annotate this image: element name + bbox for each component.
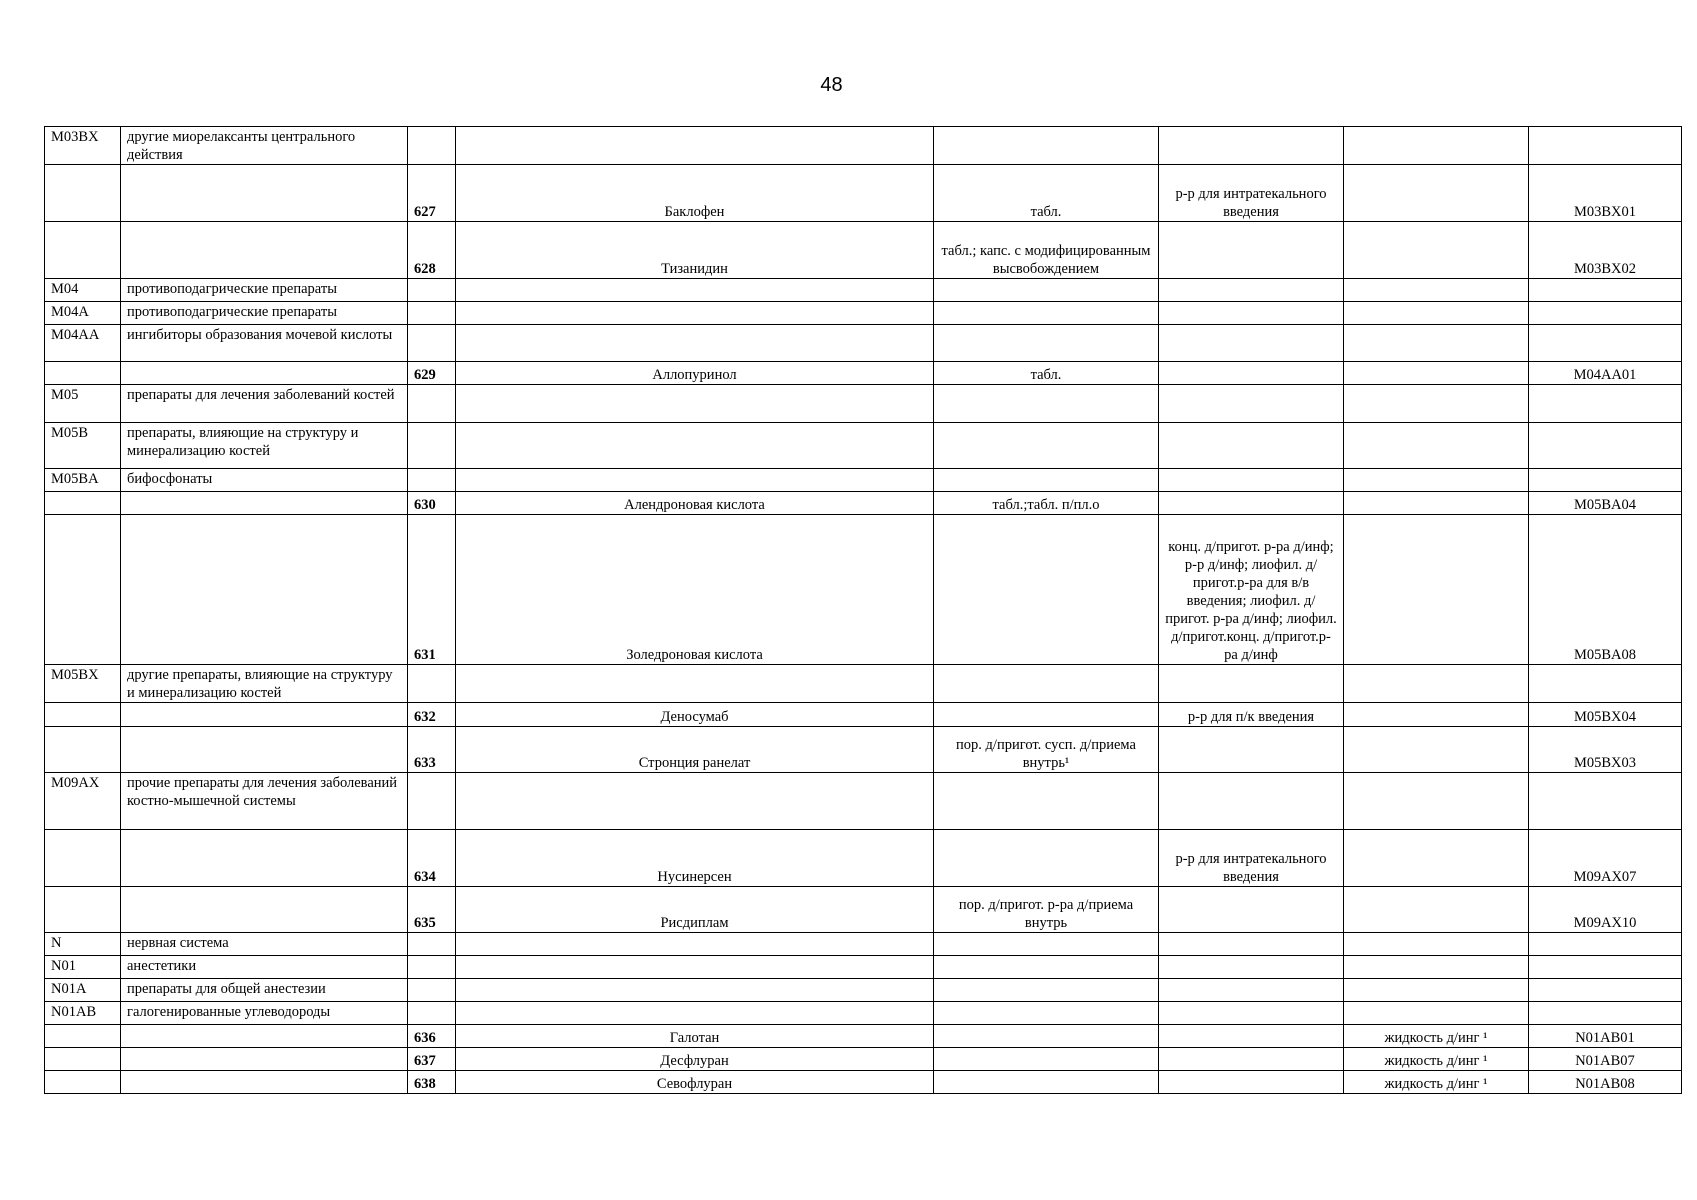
item-number-cell [408,423,456,469]
atc-cell: M05BX [45,665,121,703]
dosage-form-cell [934,1071,1159,1094]
item-number-cell: 631 [408,515,456,665]
atc-code-cell: N01AB07 [1529,1048,1682,1071]
dosage-form-cell [934,979,1159,1002]
table-row [45,127,1682,165]
atc-code-cell [1529,773,1682,830]
table-row [45,887,1682,933]
group-name-cell: другие миорелаксанты центрального действия [121,127,408,165]
dosage-form-cell [934,1002,1159,1025]
dosage-form-extra-cell [1344,665,1529,703]
dosage-form-alt-cell [1159,423,1344,469]
group-name-cell [121,830,408,887]
dosage-form-extra-cell [1344,362,1529,385]
group-name-cell: противоподагрические препараты [121,279,408,302]
item-number-cell [408,956,456,979]
table-row [45,325,1682,362]
item-number-cell: 638 [408,1071,456,1094]
atc-code-cell [1529,1002,1682,1025]
group-name-cell [121,1071,408,1094]
item-number-cell [408,665,456,703]
dosage-form-cell [934,302,1159,325]
atc-code-cell: N01AB01 [1529,1025,1682,1048]
dosage-form-extra-cell [1344,515,1529,665]
item-number-cell [408,979,456,1002]
table-row [45,1025,1682,1048]
item-number-cell [408,279,456,302]
drug-name-cell: Тизанидин [456,222,934,279]
dosage-form-alt-cell [1159,933,1344,956]
dosage-form-cell [934,279,1159,302]
drug-name-cell [456,127,934,165]
table-row [45,423,1682,469]
item-number-cell [408,127,456,165]
table-row [45,362,1682,385]
dosage-form-extra-cell [1344,1002,1529,1025]
atc-code-cell: M05BX03 [1529,727,1682,773]
drug-name-cell [456,279,934,302]
table-row [45,933,1682,956]
dosage-form-extra-cell [1344,492,1529,515]
table-row [45,727,1682,773]
dosage-form-extra-cell [1344,979,1529,1002]
dosage-form-alt-cell [1159,1002,1344,1025]
table-row [45,665,1682,703]
atc-cell: M05B [45,423,121,469]
drug-name-cell [456,773,934,830]
atc-code-cell [1529,956,1682,979]
group-name-cell: прочие препараты для лечения заболеваний костно-мышечной системы [121,773,408,830]
atc-cell: M05BA [45,469,121,492]
item-number-cell [408,1002,456,1025]
atc-code-cell: N01AB08 [1529,1071,1682,1094]
table-row [45,830,1682,887]
group-name-cell: препараты для общей анестезии [121,979,408,1002]
atc-code-cell: M09AX10 [1529,887,1682,933]
dosage-form-alt-cell: р-р для п/к введения [1159,703,1344,727]
item-number-cell: 627 [408,165,456,222]
atc-code-cell [1529,279,1682,302]
dosage-form-extra-cell [1344,302,1529,325]
atc-code-cell [1529,423,1682,469]
dosage-form-alt-cell [1159,1048,1344,1071]
dosage-form-extra-cell [1344,773,1529,830]
atc-cell [45,515,121,665]
group-name-cell: галогенированные углеводороды [121,1002,408,1025]
dosage-form-extra-cell [1344,325,1529,362]
atc-code-cell [1529,385,1682,423]
dosage-form-alt-cell [1159,1071,1344,1094]
group-name-cell [121,887,408,933]
table-row [45,279,1682,302]
atc-cell: N01 [45,956,121,979]
atc-code-cell: M05BA08 [1529,515,1682,665]
drug-name-cell: Алендроновая кислота [456,492,934,515]
group-name-cell: другие препараты, влияющие на структуру и минерализацию костей [121,665,408,703]
atc-code-cell [1529,665,1682,703]
dosage-form-cell: табл. [934,362,1159,385]
item-number-cell: 637 [408,1048,456,1071]
dosage-form-cell [934,469,1159,492]
dosage-form-cell [934,665,1159,703]
group-name-cell [121,165,408,222]
dosage-form-alt-cell [1159,979,1344,1002]
group-name-cell [121,515,408,665]
atc-cell [45,222,121,279]
item-number-cell: 629 [408,362,456,385]
drug-name-cell [456,956,934,979]
table-row [45,469,1682,492]
atc-code-cell: M04AA01 [1529,362,1682,385]
page-number: 48 [820,74,843,96]
atc-code-cell: M05BX04 [1529,703,1682,727]
dosage-form-alt-cell [1159,469,1344,492]
dosage-form-extra-cell [1344,469,1529,492]
table-row [45,1002,1682,1025]
drug-name-cell [456,325,934,362]
dosage-form-extra-cell [1344,727,1529,773]
dosage-form-alt-cell [1159,325,1344,362]
dosage-form-extra-cell [1344,222,1529,279]
item-number-cell: 630 [408,492,456,515]
atc-cell: M09AX [45,773,121,830]
dosage-form-alt-cell [1159,385,1344,423]
dosage-form-alt-cell [1159,279,1344,302]
drug-name-cell [456,979,934,1002]
drug-name-cell: Стронция ранелат [456,727,934,773]
table-row [45,979,1682,1002]
dosage-form-alt-cell [1159,956,1344,979]
drug-name-cell: Севофлуран [456,1071,934,1094]
dosage-form-cell: табл.;табл. п/пл.о [934,492,1159,515]
group-name-cell: ингибиторы образования мочевой кислоты [121,325,408,362]
dosage-form-cell [934,830,1159,887]
dosage-form-alt-cell [1159,127,1344,165]
item-number-cell: 628 [408,222,456,279]
dosage-form-alt-cell [1159,302,1344,325]
item-number-cell [408,773,456,830]
dosage-form-extra-cell [1344,127,1529,165]
atc-code-cell [1529,469,1682,492]
atc-code-cell [1529,933,1682,956]
table-row [45,956,1682,979]
dosage-form-extra-cell [1344,279,1529,302]
atc-code-cell: M05BA04 [1529,492,1682,515]
group-name-cell: препараты, влияющие на структуру и минерализацию костей [121,423,408,469]
atc-cell [45,1025,121,1048]
dosage-form-alt-cell [1159,1025,1344,1048]
dosage-form-alt-cell [1159,492,1344,515]
item-number-cell [408,385,456,423]
drug-name-cell: Аллопуринол [456,362,934,385]
group-name-cell: противоподагрические препараты [121,302,408,325]
dosage-form-alt-cell [1159,665,1344,703]
dosage-form-extra-cell [1344,385,1529,423]
atc-cell [45,492,121,515]
atc-code-cell: M03BX02 [1529,222,1682,279]
item-number-cell: 635 [408,887,456,933]
dosage-form-extra-cell [1344,933,1529,956]
item-number-cell: 634 [408,830,456,887]
group-name-cell: нервная система [121,933,408,956]
table-row [45,385,1682,423]
dosage-form-alt-cell [1159,222,1344,279]
item-number-cell [408,933,456,956]
dosage-form-extra-cell [1344,165,1529,222]
item-number-cell: 632 [408,703,456,727]
dosage-form-cell: пор. д/пригот. р-ра д/приема внутрь [934,887,1159,933]
drug-name-cell: Баклофен [456,165,934,222]
atc-cell [45,830,121,887]
dosage-form-alt-cell [1159,727,1344,773]
table-row [45,222,1682,279]
dosage-form-alt-cell: конц. д/пригот. р-ра д/инф; р-р д/инф; лиофил. д/пригот.р-ра для в/в введения; лиофил. д/пригот. р-ра д/инф; лиофил. д/пригот.конц. д/пригот.р-ра д/инф [1159,515,1344,665]
dosage-form-cell [934,127,1159,165]
atc-cell: M04 [45,279,121,302]
dosage-form-cell [934,1048,1159,1071]
table-row [45,302,1682,325]
item-number-cell [408,302,456,325]
atc-cell: N01AB [45,1002,121,1025]
dosage-form-extra-cell [1344,887,1529,933]
atc-cell [45,727,121,773]
dosage-form-alt-cell [1159,362,1344,385]
group-name-cell [121,492,408,515]
drug-name-cell [456,385,934,423]
drug-name-cell: Десфлуран [456,1048,934,1071]
atc-cell: N [45,933,121,956]
group-name-cell: бифосфонаты [121,469,408,492]
drug-name-cell [456,1002,934,1025]
atc-cell [45,703,121,727]
atc-cell: M04A [45,302,121,325]
table-row [45,492,1682,515]
table-row [45,1048,1682,1071]
dosage-form-alt-cell [1159,773,1344,830]
dosage-form-cell: табл.; капс. с модифицированным высвобождением [934,222,1159,279]
drug-name-cell: Нусинерсен [456,830,934,887]
atc-code-cell [1529,302,1682,325]
drug-name-cell [456,933,934,956]
table-body [45,127,1682,1094]
atc-cell [45,362,121,385]
dosage-form-cell: табл. [934,165,1159,222]
drug-name-cell: Рисдиплам [456,887,934,933]
atc-cell: M04AA [45,325,121,362]
atc-cell [45,165,121,222]
group-name-cell [121,727,408,773]
dosage-form-cell [934,1025,1159,1048]
drug-name-cell: Деносумаб [456,703,934,727]
table-row [45,515,1682,665]
dosage-form-alt-cell: р-р для интратекального введения [1159,830,1344,887]
drug-name-cell [456,423,934,469]
dosage-form-cell [934,385,1159,423]
atc-code-cell [1529,127,1682,165]
dosage-form-alt-cell [1159,887,1344,933]
drug-name-cell [456,469,934,492]
dosage-form-extra-cell [1344,703,1529,727]
dosage-form-cell [934,515,1159,665]
atc-cell [45,1048,121,1071]
dosage-form-cell [934,423,1159,469]
item-number-cell [408,325,456,362]
dosage-form-extra-cell: жидкость д/инг ¹ [1344,1048,1529,1071]
table-row [45,1071,1682,1094]
atc-code-cell: M09AX07 [1529,830,1682,887]
drug-name-cell: Галотан [456,1025,934,1048]
dosage-form-extra-cell: жидкость д/инг ¹ [1344,1025,1529,1048]
group-name-cell [121,1048,408,1071]
dosage-form-extra-cell [1344,956,1529,979]
dosage-form-extra-cell [1344,830,1529,887]
dosage-form-extra-cell: жидкость д/инг ¹ [1344,1071,1529,1094]
atc-cell [45,887,121,933]
dosage-form-extra-cell [1344,423,1529,469]
dosage-form-cell: пор. д/пригот. сусп. д/приема внутрь¹ [934,727,1159,773]
group-name-cell [121,222,408,279]
atc-cell: M05 [45,385,121,423]
dosage-form-alt-cell: р-р для интратекального введения [1159,165,1344,222]
atc-code-cell: M03BX01 [1529,165,1682,222]
group-name-cell: анестетики [121,956,408,979]
dosage-form-cell [934,773,1159,830]
atc-code-cell [1529,325,1682,362]
atc-cell: M03BX [45,127,121,165]
atc-cell: N01A [45,979,121,1002]
item-number-cell: 633 [408,727,456,773]
dosage-form-cell [934,703,1159,727]
drug-registry-table [44,126,1682,1094]
drug-name-cell [456,665,934,703]
atc-code-cell [1529,979,1682,1002]
table-row [45,165,1682,222]
group-name-cell [121,1025,408,1048]
table-row [45,773,1682,830]
item-number-cell: 636 [408,1025,456,1048]
dosage-form-cell [934,933,1159,956]
dosage-form-cell [934,956,1159,979]
group-name-cell: препараты для лечения заболеваний костей [121,385,408,423]
atc-cell [45,1071,121,1094]
item-number-cell [408,469,456,492]
dosage-form-cell [934,325,1159,362]
group-name-cell [121,362,408,385]
drug-name-cell: Золедроновая кислота [456,515,934,665]
drug-name-cell [456,302,934,325]
table-row [45,703,1682,727]
group-name-cell [121,703,408,727]
